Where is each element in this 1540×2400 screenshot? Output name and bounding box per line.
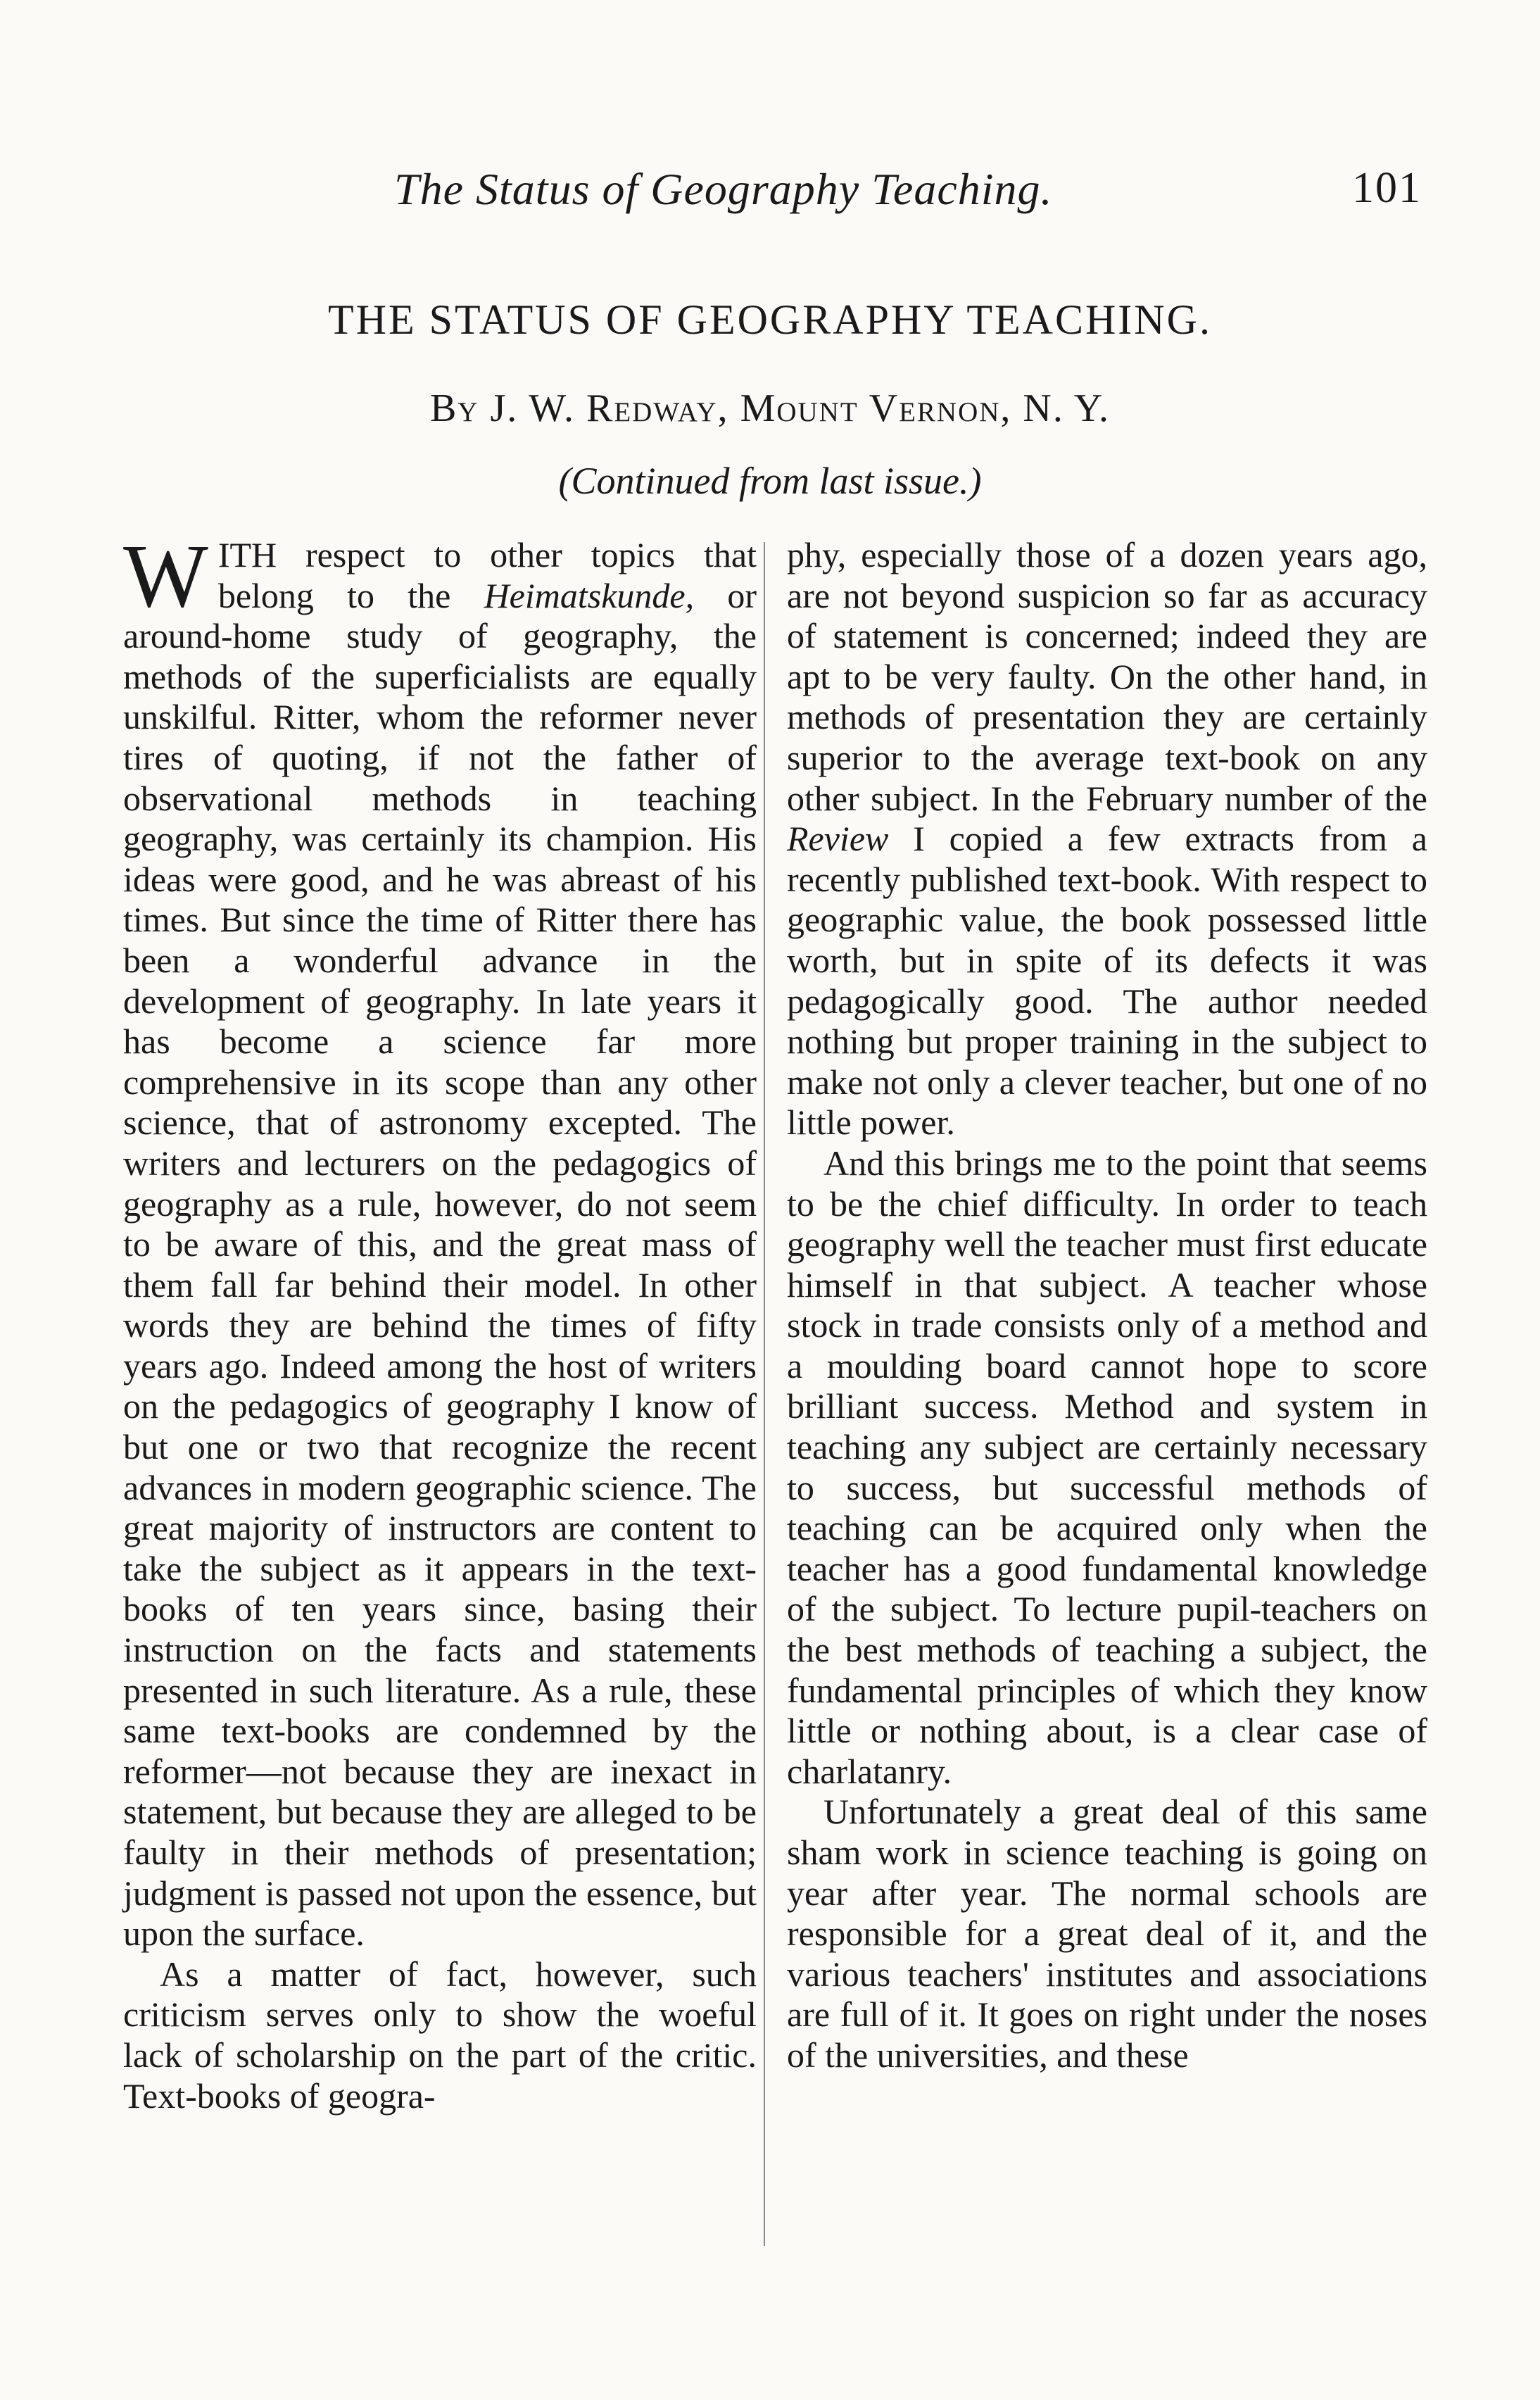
paragraph-text: I copied a few extracts from a recently published text-book. With respect to geographic value, the book possessed little worth, but in spite of its defects it was pedagogically good. The author needed nothing but proper training in the subject to make not only a clever teacher, but one of no little power. bbox=[787, 819, 1427, 1143]
byline-place: Mount Vernon, N. Y. bbox=[740, 387, 1111, 430]
article-title: THE STATUS OF GEOGRAPHY TEACHING. bbox=[328, 296, 1212, 343]
paragraph: And this brings me to the point that seems to be the chief difficulty. In order to teach geography well the teacher must first educate himself in that subject. A teacher whose stock in trade consists only of a method and a moulding board cannot hope to score brilliant success. Method and system in teaching any subject are certainly necessary to success, but successful methods of teaching can be acquired only when the teacher has a good fundamental knowledge of the subject. To lecture pupil-teachers on the best methods of teaching a subject, the fundamental principles of which they know little or nothing about, is a clear case of charlatanry. bbox=[787, 1143, 1427, 1791]
left-column bbox=[123, 526, 757, 2116]
paragraph: Unfortunately a great deal of this same sham work in science teaching is going on year after year. The normal schools are responsible for a great deal of it, and the various teachers' institutes and associations are full of it. It goes on right under the noses of the universities, and these bbox=[787, 1792, 1427, 2075]
byline-by: By bbox=[429, 387, 479, 430]
paragraph-text: ITH respect to other topics that belong to the bbox=[217, 535, 757, 615]
paragraph bbox=[123, 526, 757, 1954]
italic-term: Heimatskunde, bbox=[484, 575, 695, 615]
running-head bbox=[394, 163, 1422, 220]
column-rule bbox=[764, 542, 765, 2246]
byline bbox=[0, 386, 1540, 431]
paragraph bbox=[787, 535, 1427, 1143]
right-column bbox=[787, 535, 1427, 2076]
drop-cap: W bbox=[123, 526, 208, 626]
paragraph-text: or around-home study of geography, the methods of the superficialists are equally unskilful. Ritter, whom the reformer never tires of quoting, if not the father of observational methods in teaching geography, was certainly its champion. His ideas were good, and he was abreast of his times. But since the time of Ritter there has been a wonderful advance in the development of geography. In late years it has become a science far more comprehensive in its scope than any other science, that of astronomy excepted. The writers and lecturers on the pedagogics of geography as a rule, however, do not seem to be aware of this, and the great mass of them fall far behind their model. In other words they are behind the times of fifty years ago. Indeed among the host of writers on the pedagogics of geography I know of but one or two that recognize the recent advances in modern geographic science. The great majority of instructors are content to take the subject as it appears in the text-books of ten years since, basing their instruction on the facts and statements presented in such literature. As a rule, these same text-books are condemned by the reformer—not because they are inexact in statement, but because they are alleged to be faulty in their methods of presentation; judgment is passed not upon the essence, but upon the surface. bbox=[123, 575, 757, 1954]
paragraph: As a matter of fact, however, such criticism serves only to show the woeful lack of scholarship on the part of the critic. Text-books of geogra- bbox=[123, 1954, 757, 2116]
running-head-title: The Status of Geography Teaching. bbox=[394, 164, 1053, 214]
byline-author: J. W. Redway, bbox=[490, 387, 729, 430]
page-number: 101 bbox=[1352, 164, 1422, 212]
paragraph-text: phy, especially those of a dozen years ago, are not beyond suspicion so far as accuracy of statement is concerned; indeed they are apt to be very faulty. On the other hand, in methods of presentation they are certainly superior to the average text-book on any other subject. In the February number of the bbox=[787, 535, 1427, 818]
italic-term: Review bbox=[787, 819, 889, 859]
continued-note: (Continued from last issue.) bbox=[558, 460, 982, 502]
